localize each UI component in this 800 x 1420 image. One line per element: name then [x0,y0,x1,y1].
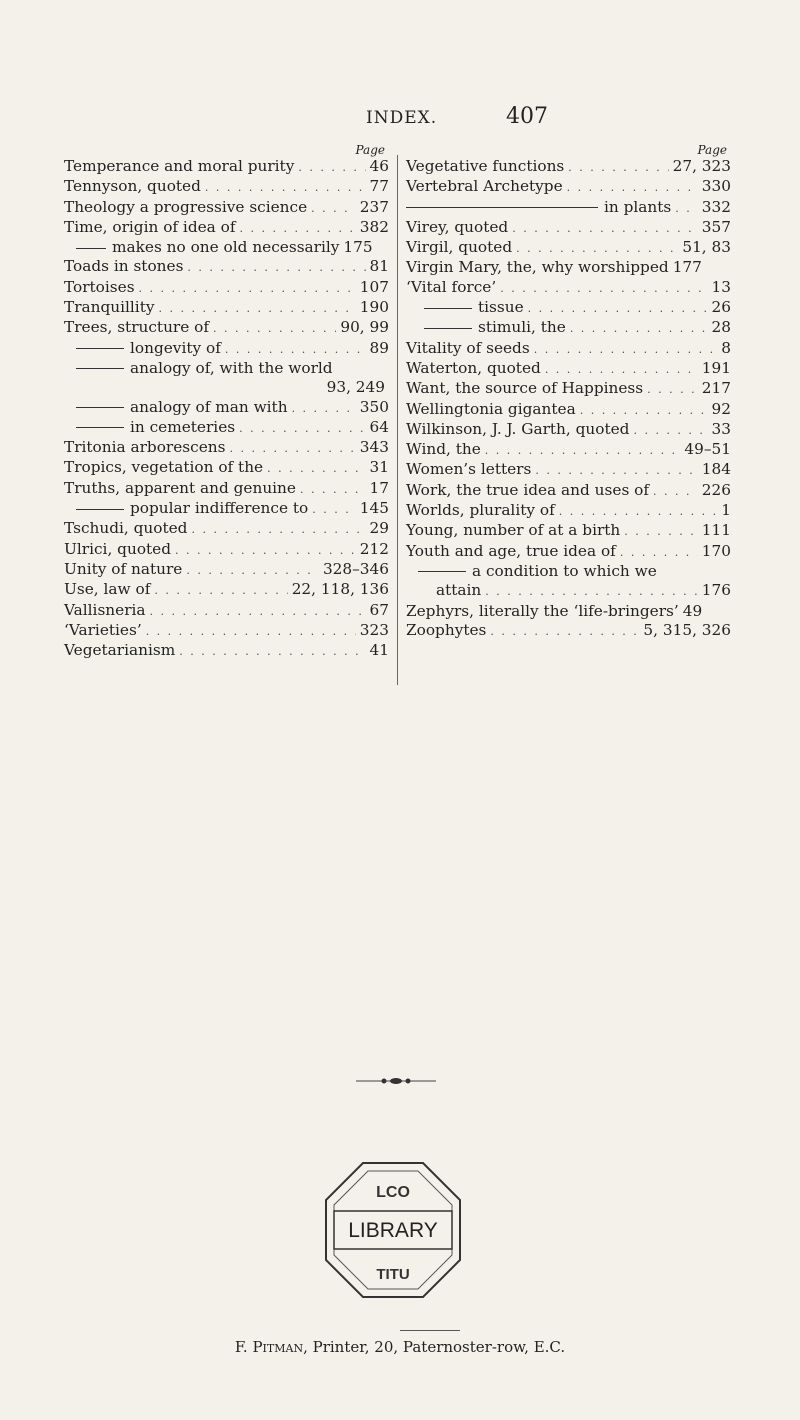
library-stamp-icon [318,1155,468,1305]
index-entry: Worlds, plurality of . . . 1 [406,501,731,521]
index-entry: Tennyson, quoted . . . 77 [64,177,389,197]
index-subentry: in cemeteries . . . 64 [64,418,389,438]
index-subentry-continued: attain . . . 176 [406,581,731,601]
index-entry: Virey, quoted . . . 357 [406,218,731,238]
index-entry: Time, origin of idea of . . . 382 [64,218,389,238]
index-subentry: analogy of, with the world [64,359,389,378]
index-column-right [406,143,731,641]
index-entry: Temperance and moral purity . . . 46 [64,157,389,177]
index-entry: Young, number of at a birth . . . 111 [406,521,731,541]
ornament-divider-icon [356,1075,436,1087]
index-entry: Wellingtonia gigantea . . . 92 [406,400,731,420]
index-entry: Youth and age, true idea of . . . 170 [406,542,731,562]
index-entry: Vegetative functions . . . 27, 323 [406,157,731,177]
index-entry: Theology a progressive science . . . 237 [64,198,389,218]
index-entry: Tortoises . . . 107 [64,278,389,298]
page-label: Page [355,143,385,157]
page-number: 407 [506,104,548,129]
index-entry: Truths, apparent and genuine . . . 17 [64,479,389,499]
index-subentry: longevity of . . . 89 [64,339,389,359]
index-entry: Use, law of . . . 22, 118, 136 [64,580,389,600]
svg-text:TITU: TITU [376,1266,410,1283]
imprint-rule [400,1330,460,1331]
index-entry: Unity of nature . . . 328–346 [64,560,389,580]
column-divider [397,155,398,685]
index-subentry: analogy of man with . . . 350 [64,398,389,418]
index-pages-continued: 93, 249 [326,378,385,397]
index-entry: ‘Vital force’ . . . 13 [406,278,731,298]
running-head [0,104,800,132]
index-subentry: in plants . . . 332 [406,198,731,218]
index-entry: Vertebral Archetype . . . 330 [406,177,731,197]
index-entry: ‘Varieties’ . . . 323 [64,621,389,641]
index-entry: Toads in stones . . . 81 [64,257,389,277]
index-subentry: makes no one old necessarily 175 [64,238,389,257]
index-entry: Wind, the . . . 49–51 [406,440,731,460]
index-subentry: popular indifference to . . . 145 [64,499,389,519]
index-entry: Trees, structure of . . . 90, 99 [64,318,389,338]
index-entry: Wilkinson, J. J. Garth, quoted . . . 33 [406,420,731,440]
index-subentry: tissue . . . 26 [406,298,731,318]
index-entry: Virgil, quoted . . . 51, 83 [406,238,731,258]
index-entry: Vitality of seeds . . . 8 [406,339,731,359]
index-entry: Tschudi, quoted . . . 29 [64,519,389,539]
index-entry: Want, the source of Happiness . . . 217 [406,379,731,399]
index-entry: Zoophytes . . . 5, 315, 326 [406,621,731,641]
index-entry: Zephyrs, literally the ‘life-bringers’ 49 [406,601,703,620]
running-head-title: INDEX. [366,108,438,128]
index-entry: Tritonia arborescens . . . 343 [64,438,389,458]
printer-imprint: F. Pitman, Printer, 20, Paternoster-row, E.C. [234,1338,566,1356]
svg-text:LCO: LCO [376,1184,410,1201]
index-entry: Work, the true idea and uses of . . . 226 [406,481,731,501]
index-entry: Virgin Mary, the, why worshipped 177 [406,258,702,277]
index-entry: Ulrici, quoted . . . 212 [64,540,389,560]
index-subentry: a condition to which we [406,562,731,581]
page-label: Page [697,143,727,157]
index-entry: Vallisneria . . . 67 [64,601,389,621]
index-entry: Tranquillity . . . 190 [64,298,389,318]
index-column-left [64,143,389,661]
index-entry: Waterton, quoted . . . 191 [406,359,731,379]
index-entry: Women’s letters . . . 184 [406,460,731,480]
svg-text:LIBRARY: LIBRARY [348,1219,438,1242]
index-subentry: stimuli, the . . . 28 [406,318,731,338]
index-entry: Tropics, vegetation of the . . . 31 [64,458,389,478]
index-entry: Vegetarianism . . . 41 [64,641,389,661]
